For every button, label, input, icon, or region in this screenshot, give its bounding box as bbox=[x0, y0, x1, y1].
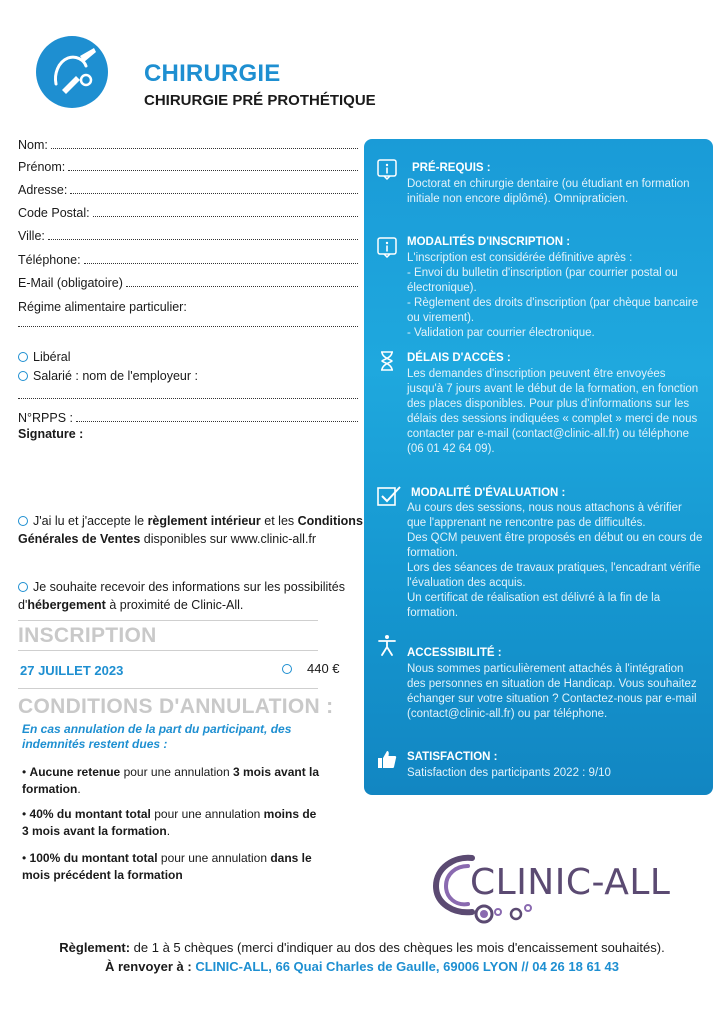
firstname-field[interactable] bbox=[18, 160, 358, 174]
divider bbox=[18, 620, 318, 621]
delais-text: Les demandes d'inscription peuvent être envoyées jusqu'à 7 jours avant le début de la formation, en fonction des places disponibles. Pour plus d'informations sur les délais des sessions indiquées « complet » merci de nous contacter par e-mail (contact@clinic-all.fr) ou téléphone (06 01 42 64 09). bbox=[407, 368, 699, 455]
radio-icon[interactable] bbox=[282, 664, 292, 674]
field-label: Code Postal: bbox=[18, 206, 90, 220]
employer-input-line[interactable] bbox=[18, 398, 358, 399]
annulation-title: CONDITIONS D'ANNULATION : bbox=[18, 695, 334, 718]
diet-field[interactable] bbox=[18, 300, 358, 314]
annulation-intro: En cas annulation de la part du participant, des indemnités restent dues : bbox=[22, 722, 292, 751]
prerequis-text: Doctorat en chirurgie dentaire (ou étudiant en formation initiale non encore diplômé). Omnipraticien. bbox=[407, 178, 690, 205]
tooth-surgery-logo-icon bbox=[36, 36, 108, 108]
thumbs-up-icon bbox=[376, 748, 398, 770]
info-icon bbox=[376, 236, 398, 258]
modalites-text: L'inscription est considérée définitive après : - Envoi du bulletin d'inscription (par courrier postal ou électronique). - Règlement des droits d'inscription (par chèque bancaire ou virement). - Validation par courrier électronique. bbox=[407, 252, 699, 339]
field-label: Adresse: bbox=[18, 183, 68, 197]
name-field[interactable] bbox=[18, 138, 358, 152]
page-subtitle: CHIRURGIE PRÉ PROTHÉTIQUE bbox=[144, 92, 376, 109]
field-label: Ville: bbox=[18, 229, 45, 243]
info-icon bbox=[376, 158, 398, 180]
modalites-title: MODALITÉS D'INSCRIPTION : bbox=[407, 236, 571, 248]
annulation-bullet: • Aucune retenue pour une annulation 3 mois avant la formation. bbox=[22, 765, 320, 796]
page-title: CHIRURGIE bbox=[144, 60, 281, 87]
annulation-bullet: • 40% du montant total pour une annulation moins de 3 mois avant la formation. bbox=[22, 807, 317, 838]
field-label: N°RPPS : bbox=[18, 411, 74, 425]
accessibilite-title: ACCESSIBILITÉ : bbox=[407, 647, 502, 659]
satisfaction-title: SATISFACTION : bbox=[407, 751, 498, 763]
option-liberal[interactable]: Libéral bbox=[18, 350, 71, 364]
divider bbox=[18, 688, 318, 689]
annulation-bullet: • 100% du montant total pour une annulation dans le mois précédent la formation bbox=[22, 851, 312, 882]
address-field[interactable] bbox=[18, 183, 358, 197]
city-field[interactable] bbox=[18, 229, 358, 243]
radio-icon[interactable] bbox=[18, 516, 28, 526]
accessibility-icon bbox=[376, 634, 398, 656]
radio-icon[interactable] bbox=[18, 582, 28, 592]
hebergement-checkbox[interactable]: Je souhaite recevoir des informations sur les possibilités d'hébergement à proximité de Clinic-All. bbox=[18, 580, 345, 612]
payment-info: Règlement: de 1 à 5 chèques (merci d'indiquer au dos des chèques les mois d'encaissement souhaités). bbox=[59, 940, 665, 955]
checkbox-checked-icon bbox=[376, 484, 402, 508]
email-field[interactable] bbox=[18, 276, 358, 290]
diet-input-line[interactable] bbox=[18, 326, 358, 327]
postal-code-field[interactable] bbox=[18, 206, 358, 220]
rpps-field[interactable] bbox=[18, 411, 358, 425]
satisfaction-text: Satisfaction des participants 2022 : 9/10 bbox=[407, 767, 611, 779]
field-label: Régime alimentaire particulier: bbox=[18, 300, 187, 314]
session-date: 27 JUILLET 2023 bbox=[20, 663, 124, 678]
inscription-title: INSCRIPTION bbox=[18, 624, 157, 647]
return-address: À renvoyer à : CLINIC-ALL, 66 Quai Charles de Gaulle, 69006 LYON // 04 26 18 61 43 bbox=[105, 959, 619, 974]
option-salarie[interactable]: Salarié : nom de l'employeur : bbox=[18, 369, 198, 383]
field-label: Nom: bbox=[18, 138, 48, 152]
field-label: Prénom: bbox=[18, 160, 66, 174]
clinic-all-logo-text: CLINIC-ALL bbox=[470, 862, 671, 903]
radio-icon[interactable] bbox=[18, 352, 28, 362]
hourglass-icon bbox=[376, 350, 398, 372]
evaluation-title: MODALITÉ D'ÉVALUATION : bbox=[411, 487, 566, 499]
phone-field[interactable] bbox=[18, 253, 358, 267]
session-price-option[interactable]: 440 € bbox=[282, 661, 340, 676]
delais-title: DÉLAIS D'ACCÈS : bbox=[407, 352, 511, 364]
evaluation-text: Au cours des sessions, nous nous attachons à vérifier que l'apprenant ne rencontre pas de difficultés. Des QCM peuvent être proposés en début ou en cours de formation. Lors des séances de travaux pratiques, l'encadrant vérifie l'évaluation des acquis. Un certificat de réalisation est délivré à la fin de la formation. bbox=[407, 502, 703, 619]
field-label: Téléphone: bbox=[18, 253, 81, 267]
signature-label: Signature : bbox=[18, 427, 84, 441]
divider bbox=[18, 650, 318, 651]
accept-reglement-checkbox[interactable]: J'ai lu et j'accepte le règlement intérieur et les Conditions Générales de Ventes disponibles sur www.clinic-all.fr bbox=[18, 514, 363, 546]
accessibilite-text: Nous sommes particulièrement attachés à l'intégration des personnes en situation de Handicap. Vous souhaitez échanger sur votre situation ? Contactez-nous par e-mail (contact@clinic-all.fr) ou par téléphone. bbox=[407, 663, 697, 720]
prerequis-title: PRÉ-REQUIS : bbox=[412, 162, 491, 174]
field-label: E-Mail (obligatoire) bbox=[18, 276, 123, 290]
radio-icon[interactable] bbox=[18, 371, 28, 381]
